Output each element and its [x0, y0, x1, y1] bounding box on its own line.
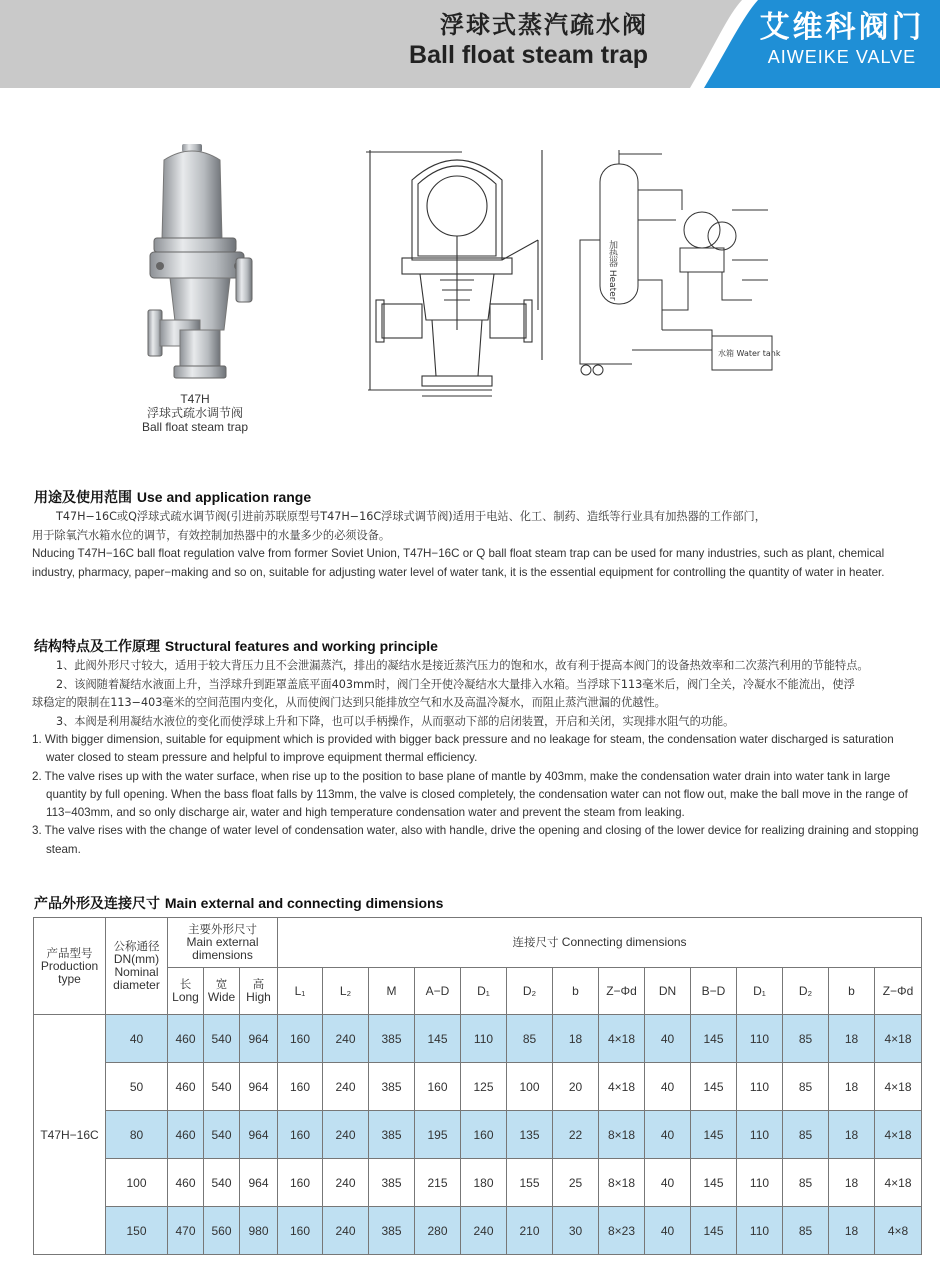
table-cell: 22 [553, 1111, 599, 1159]
table-cell: 385 [369, 1159, 415, 1207]
table-cell: 385 [369, 1063, 415, 1111]
header-col-a-d: A−D [415, 968, 461, 1015]
header-connecting [278, 918, 922, 968]
table-cell: 460 [168, 1015, 204, 1063]
header-long [168, 968, 204, 1015]
table-cell: 470 [168, 1207, 204, 1255]
table-cell: 85 [783, 1063, 829, 1111]
table-cell: 18 [553, 1015, 599, 1063]
header-col-dn: DN [645, 968, 691, 1015]
table-cell: 40 [645, 1015, 691, 1063]
dimensions-heading-en: Main external and connecting dimensions [164, 895, 444, 911]
table-cell: 18 [829, 1159, 875, 1207]
header-high-cn: 高 [252, 977, 265, 991]
table-cell: 540 [204, 1015, 240, 1063]
header-long-cn: 长 [179, 977, 192, 991]
model-cell: T47H−16C [34, 1015, 106, 1255]
table-cell: 125 [461, 1063, 507, 1111]
table-cell: 385 [369, 1111, 415, 1159]
header-dn-unit: DN(mm) [113, 952, 160, 966]
table-cell: 4×18 [599, 1063, 645, 1111]
heater-label: 加热器 Heater [607, 240, 617, 301]
table-cell: 40 [645, 1063, 691, 1111]
dimensions-table-body [34, 1015, 922, 1255]
header-col-m: M [369, 968, 415, 1015]
table-cell: 240 [323, 1111, 369, 1159]
table-cell: 80 [106, 1111, 168, 1159]
table-cell: 560 [204, 1207, 240, 1255]
header-col-l2: L₂ [323, 968, 369, 1015]
table-row [34, 1015, 922, 1063]
table-cell: 4×18 [875, 1015, 922, 1063]
table-cell: 160 [278, 1063, 323, 1111]
header-col-z-phi-d: Z−Φd [599, 968, 645, 1015]
table-cell: 145 [691, 1207, 737, 1255]
dimensions-heading-cn: 产品外形及连接尺寸 [34, 896, 160, 912]
table-row [34, 1063, 922, 1111]
sectional-drawing [362, 140, 552, 402]
table-cell: 150 [106, 1207, 168, 1255]
table-cell: 100 [507, 1063, 553, 1111]
header-col-l1: L₁ [278, 968, 323, 1015]
table-cell: 160 [278, 1015, 323, 1063]
table-cell: 160 [278, 1207, 323, 1255]
table-cell: 540 [204, 1159, 240, 1207]
structure-en-item-2: 2. The valve rises up with the water surface, when rise up to the position to base plane of mantle by 403mm, make the condensation water drain into water tank in large quantity by full opening. When the bass float falls by 113mm, the valve is closed completely, the condensation water can not flow out, make the ball move in the range of 113−403mm, and so only discharge air, water and high temperature condensation water and prevent the steam from leaking. [32, 769, 908, 820]
header-wide-en: Wide [207, 990, 236, 1004]
water-tank-label: 水箱 Water tank [718, 349, 781, 358]
structure-heading [34, 636, 438, 656]
table-cell: 85 [783, 1159, 829, 1207]
header-col-d1: D₁ [461, 968, 507, 1015]
table-cell: 160 [278, 1111, 323, 1159]
header-dn-en: Nominal diameter [113, 965, 160, 992]
table-cell: 4×8 [875, 1207, 922, 1255]
table-cell: 145 [691, 1159, 737, 1207]
table-cell: 40 [645, 1159, 691, 1207]
structure-en-item-1: 1. With bigger dimension, suitable for equipment which is provided with bigger back pressure and no leakage for steam, the condensation water discharged is saturation water closed to steam pressure and helpful to improve equipment thermal efficiency. [32, 733, 894, 765]
table-cell: 145 [691, 1111, 737, 1159]
table-cell: 240 [323, 1015, 369, 1063]
table-cell: 980 [240, 1207, 278, 1255]
header-dn-cn: 公称通径 [113, 939, 160, 953]
table-cell: 155 [507, 1159, 553, 1207]
table-cell: 50 [106, 1063, 168, 1111]
table-cell: 30 [553, 1207, 599, 1255]
table-cell: 180 [461, 1159, 507, 1207]
table-cell: 160 [278, 1159, 323, 1207]
table-cell: 195 [415, 1111, 461, 1159]
header-wide [204, 968, 240, 1015]
structure-cn-item-2: 2、该阀随着凝结水液面上升，当浮球升到距罩盖底平面403mm时，阀门全开使冷凝结水大量排入水箱。当浮球下113毫米后，阀门全关，冷凝水不能流出，使浮 [56, 677, 855, 691]
brand-logo [752, 10, 932, 68]
table-cell: 385 [369, 1207, 415, 1255]
usage-text [32, 508, 924, 582]
header-wide-cn: 宽 [215, 977, 228, 991]
table-cell: 85 [507, 1015, 553, 1063]
table-cell: 160 [461, 1111, 507, 1159]
table-cell: 40 [645, 1111, 691, 1159]
page-title [409, 10, 648, 70]
structure-cn-item-3: 3、本阀是利用凝结水液位的变化而使浮球上升和下降，也可以手柄操作，从而驱动下部的启闭装置，开启和关闭，实现排水阻气的功能。 [56, 714, 735, 728]
product-photo [140, 140, 260, 390]
table-row [34, 1159, 922, 1207]
header-long-en: Long [172, 990, 199, 1004]
dimensions-heading [34, 893, 443, 913]
header-high [240, 968, 278, 1015]
table-cell: 145 [691, 1063, 737, 1111]
system-diagram [572, 150, 782, 380]
table-cell: 240 [323, 1207, 369, 1255]
header-col-z-phi-d-2: Z−Φd [875, 968, 922, 1015]
table-cell: 160 [415, 1063, 461, 1111]
brand-name-cn: 艾维科阀门 [759, 10, 925, 45]
brand-name-en: AIWEIKE VALVE [767, 47, 917, 67]
table-cell: 8×18 [599, 1111, 645, 1159]
table-cell: 85 [783, 1207, 829, 1255]
table-cell: 540 [204, 1063, 240, 1111]
header-col-d2: D₂ [507, 968, 553, 1015]
page-title-en: Ball float steam trap [409, 41, 648, 69]
table-cell: 85 [783, 1111, 829, 1159]
header-col-b: b [553, 968, 599, 1015]
table-cell: 210 [507, 1207, 553, 1255]
header-production-type [34, 918, 106, 1015]
table-cell: 964 [240, 1159, 278, 1207]
header-band [0, 0, 940, 88]
structure-text [32, 657, 924, 859]
table-cell: 18 [829, 1207, 875, 1255]
table-cell: 240 [323, 1159, 369, 1207]
dimensions-table [33, 917, 922, 1255]
structure-en-item-3: 3. The valve rises with the change of water level of condensation water, also with handle, drive the opening and closing of the lower device for realizing draining and stopping steam. [32, 824, 919, 856]
table-cell: 145 [691, 1015, 737, 1063]
table-cell: 460 [168, 1159, 204, 1207]
table-cell: 110 [737, 1159, 783, 1207]
header-main-cn: 主要外形尺寸 [188, 922, 257, 936]
table-cell: 460 [168, 1111, 204, 1159]
table-cell: 18 [829, 1063, 875, 1111]
page-title-cn: 浮球式蒸汽疏水阀 [440, 11, 648, 39]
table-cell: 100 [106, 1159, 168, 1207]
table-cell: 110 [737, 1207, 783, 1255]
table-cell: 4×18 [875, 1159, 922, 1207]
table-cell: 8×23 [599, 1207, 645, 1255]
table-cell: 280 [415, 1207, 461, 1255]
header-col-b-d: B−D [691, 968, 737, 1015]
header-col-b-2: b [829, 968, 875, 1015]
table-cell: 964 [240, 1015, 278, 1063]
table-cell: 964 [240, 1111, 278, 1159]
header-conn-cn: 连接尺寸 [512, 935, 559, 949]
table-cell: 18 [829, 1111, 875, 1159]
table-cell: 18 [829, 1015, 875, 1063]
table-cell: 110 [461, 1015, 507, 1063]
table-cell: 110 [737, 1015, 783, 1063]
product-caption [110, 392, 280, 434]
table-cell: 8×18 [599, 1159, 645, 1207]
usage-heading [34, 487, 311, 507]
table-row [34, 1111, 922, 1159]
usage-cn-line1: T47H−16C或Q浮球式疏水调节阀(引进前苏联原型号T47H−16C浮球式调节阀)适用于电站、化工、制药、造纸等行业具有加热器的工作部门， [56, 510, 766, 523]
table-cell: 110 [737, 1063, 783, 1111]
table-cell: 110 [737, 1111, 783, 1159]
structure-cn-item-2-cont: 球稳定的限制在113−403毫米的空间范围内变化，从而使阀门达到只能排放空气和水及高温冷凝水，而阻止蒸汽泄漏的优越性。 [32, 696, 666, 709]
table-cell: 4×18 [599, 1015, 645, 1063]
caption-cn: 浮球式疏水调节阀 [146, 406, 243, 420]
usage-heading-cn: 用途及使用范围 [34, 490, 132, 506]
header-production-type-cn: 产品型号 [46, 945, 93, 960]
structure-heading-cn: 结构特点及工作原理 [34, 639, 160, 655]
header-high-en: High [246, 990, 271, 1004]
table-cell: 240 [323, 1063, 369, 1111]
table-cell: 85 [783, 1015, 829, 1063]
table-cell: 40 [106, 1015, 168, 1063]
table-cell: 4×18 [875, 1063, 922, 1111]
table-cell: 4×18 [875, 1111, 922, 1159]
structure-heading-en: Structural features and working principle [164, 638, 438, 654]
table-row [34, 1207, 922, 1255]
caption-model: T47H [180, 392, 210, 406]
table-cell: 215 [415, 1159, 461, 1207]
usage-en-text: Nducing T47H−16C ball float regulation valve from former Soviet Union, T47H−16C or Q ball float steam trap can be used for many industries, such as plant, chemical industry, pharmacy, paper−making and so on, suitable for adjusting water level of water tank, it is the essential equipment for controlling the quantity of water in heater. [32, 547, 885, 579]
header-main-external [168, 918, 278, 968]
header-main-en: Main external dimensions [186, 935, 259, 962]
caption-en: Ball float steam trap [141, 420, 249, 434]
table-cell: 135 [507, 1111, 553, 1159]
table-cell: 145 [415, 1015, 461, 1063]
usage-heading-en: Use and application range [136, 489, 312, 505]
table-cell: 460 [168, 1063, 204, 1111]
table-cell: 25 [553, 1159, 599, 1207]
structure-cn-item-1: 1、此阀外形尺寸较大，适用于较大背压力且不会泄漏蒸汽，排出的凝结水是接近蒸汽压力的饱和水，故有利于提高本阀门的设备热效率和二次蒸汽利用的节能特点。 [56, 659, 869, 672]
header-production-type-en: Production type [40, 958, 99, 986]
table-cell: 385 [369, 1015, 415, 1063]
header-col-d1-2: D₁ [737, 968, 783, 1015]
header-nominal-diameter [106, 918, 168, 1015]
table-cell: 964 [240, 1063, 278, 1111]
usage-cn-line2: 用于除氧汽水箱水位的调节，有效控制加热器中的水量多少的必须设备。 [32, 528, 391, 542]
table-cell: 240 [461, 1207, 507, 1255]
table-cell: 540 [204, 1111, 240, 1159]
header-conn-en: Connecting dimensions [561, 935, 687, 949]
table-cell: 40 [645, 1207, 691, 1255]
header-col-d2-2: D₂ [783, 968, 829, 1015]
table-cell: 20 [553, 1063, 599, 1111]
